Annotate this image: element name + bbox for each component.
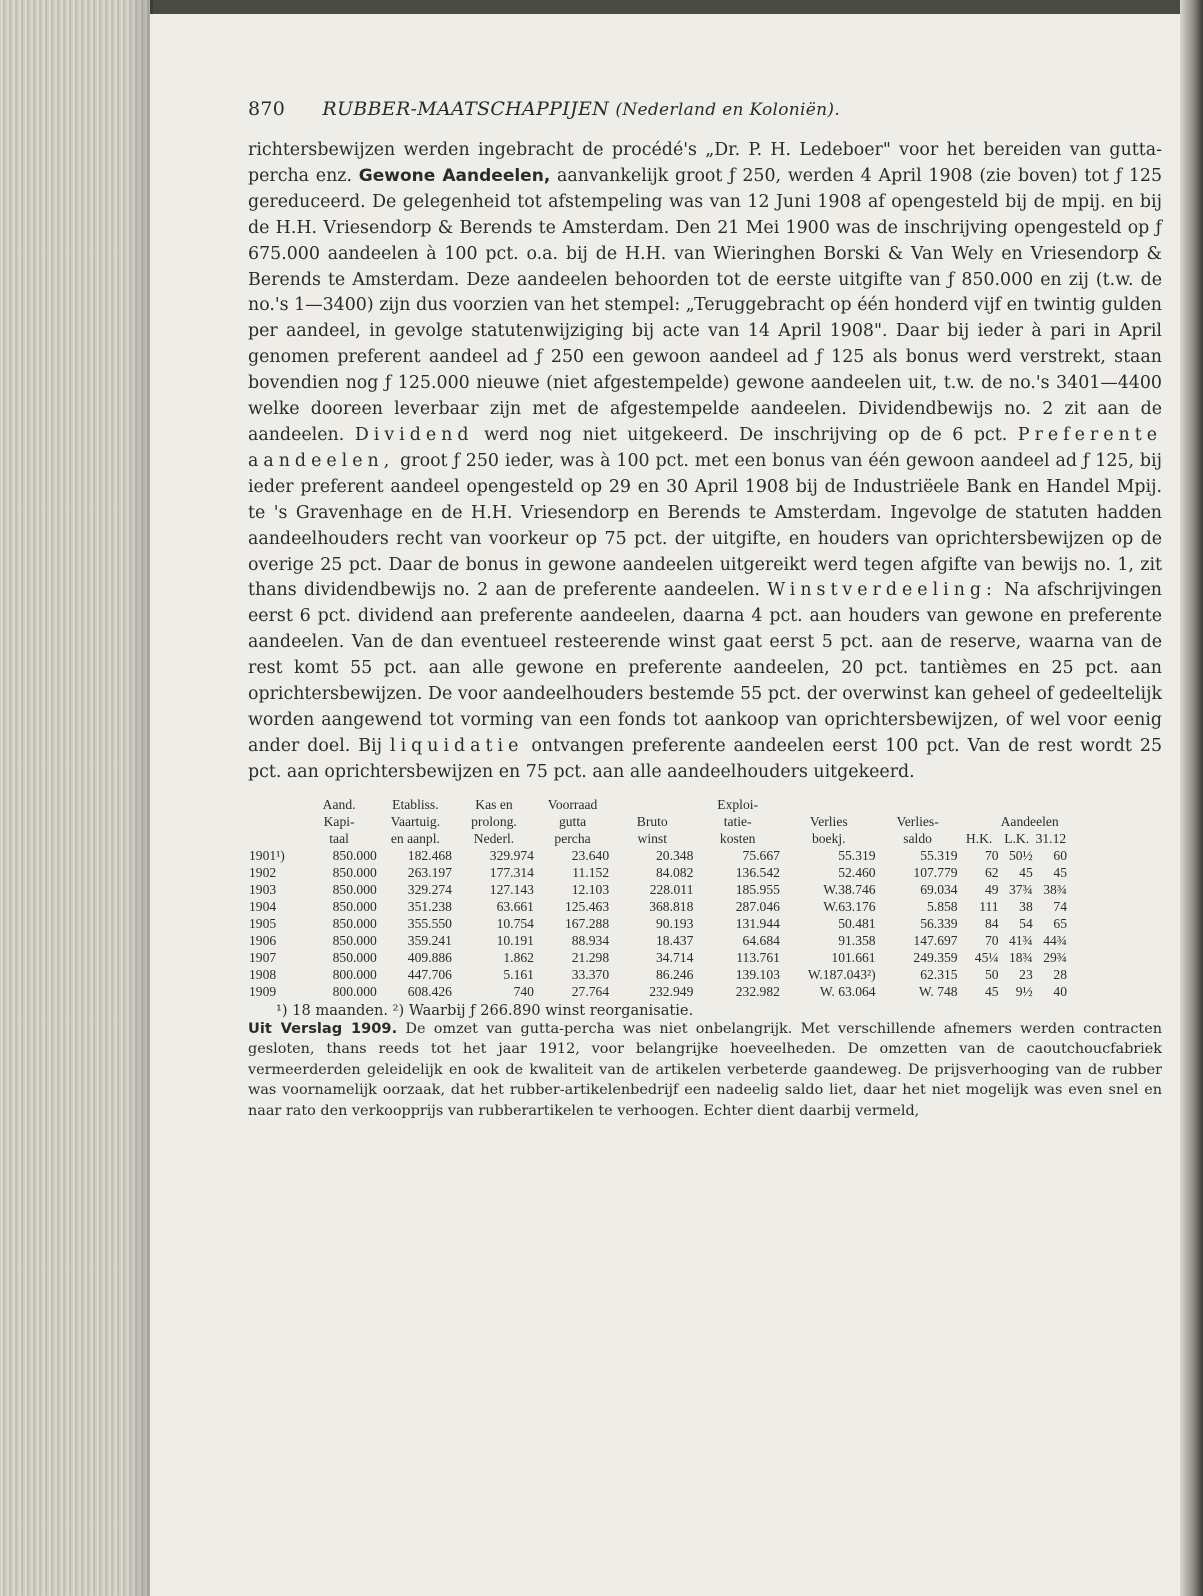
table-cell: W. 748 [918, 983, 958, 999]
table-header-row [248, 813, 1068, 830]
table-header-cell: 31.12 [1035, 830, 1067, 846]
table-cell: 54 [1019, 915, 1033, 931]
section-lead-gewone-aandeelen: Gewone Aandeelen, [358, 165, 551, 186]
table-header-row [248, 830, 1068, 847]
text-run: aanvankelijk groot ƒ 250, werden 4 April 1908 (zie boven) tot ƒ 125 gereduceerd. De gelegenheid tot afstempeling was van 12 Juni 1908 af opengesteld bij de mpij. en bij de H.H. Vriesendorp & Berends te Amsterdam. Den 21 Mei 1900 was de inschrijving opengesteld op ƒ 675.000 aandeelen à 100 pct. o.a. bij de H.H. van Wieringhen Borski & Van Wely en Vriesendorp & Berends te Amsterdam. Deze aandeelen behoorden tot de eerste uitgifte van ƒ 850.000 en zij (t.w. de no.'s 1—3400) zijn dus voorzien van het stempel: „Teruggebracht op één honderd vijf en twintig gulden per aandeel, in gevolge statutenwijziging bij acte van 14 April 1908". Daar bij ieder à pari in April genomen preferent aandeel ad ƒ 250 een gewoon aandeel ad ƒ 125 als bonus werd verstrekt, staan bovendien nog ƒ 125.000 nieuwe (niet afgestempelde) gewone aandeelen uit, t.w. de no.'s 3401—4400 welke dooreen leverbaar zijn met de afgestempelde aandeelen. Dividendbewijs no. 2 zit aan de aandeelen. [248, 165, 1163, 445]
table-header-cell: Vaartuig. [390, 813, 441, 829]
table-cell: 75.667 [742, 847, 780, 863]
table-cell: 800.000 [332, 966, 377, 982]
table-cell: 101.661 [831, 949, 876, 965]
table-year-cell: 1902 [249, 864, 277, 880]
table-cell: 136.542 [735, 864, 780, 880]
text-run: richtersbewijzen werden ingebracht de procédé's „Dr. P. H. Ledeboer" voor het bereiden van gutta-percha enz. [248, 140, 1162, 186]
table-cell: 167.288 [564, 915, 610, 931]
report-text: De omzet van gutta-percha was niet onbelangrijk. Met verschillende afnemers werden contracten gesloten, thans reeds tot het jaar 1912, voor belangrijke hoeveelheden. De omzetten van de caoutchoucfabriek vermeerderden geleidelijk en ook de kwaliteit van de artikelen verbeterde gaandeweg. De prijsverhooging van de rubber was voornamelijk oorzaak, dat het rubber-artikelenbedrijf een nadeelig saldo liet, daar het niet mogelijk was even snel en naar rato den verkoopprijs van rubberartikelen te verhoogen. Echter dient daarbij vermeld, [248, 1020, 1162, 1119]
table-cell: 37¾ [1008, 881, 1033, 897]
table-cell: 34.714 [656, 949, 694, 965]
table-cell: 232.982 [735, 983, 780, 999]
table-cell: 850.000 [332, 932, 377, 948]
table-header-cell [248, 813, 300, 830]
table-cell: 11.152 [572, 864, 610, 880]
table-cell: 10.754 [496, 915, 534, 931]
table-header-cell [959, 796, 1000, 813]
table-header-cell: Verlies- [896, 813, 939, 829]
table-cell: 5.161 [503, 966, 534, 982]
table-cell: 9½ [1015, 983, 1033, 999]
table-cell: 127.143 [489, 881, 534, 897]
page-number: 870 [248, 98, 286, 120]
table-cell: 125.463 [564, 898, 610, 914]
table-year-cell: 1904 [249, 898, 277, 914]
table-footnote: ¹) 18 maanden. ²) Waarbij ƒ 266.890 winst reorganisatie. [276, 1001, 694, 1019]
text-run: werd nog niet uitgekeerd. De inschrijving op de 6 pct. [484, 424, 1008, 445]
table-cell: 850.000 [332, 847, 377, 863]
table-year-cell: 1905 [249, 915, 277, 931]
table-header-cell: en aanpl. [390, 830, 440, 846]
table-cell: 359.241 [407, 932, 452, 948]
table-header-cell [610, 796, 694, 813]
table-header-cell [1000, 796, 1034, 813]
table-header-cell: H.K. [965, 830, 993, 846]
table-cell: 88.934 [571, 932, 610, 948]
table-cell: 65 [1053, 915, 1067, 931]
table-header-cell [877, 796, 959, 813]
table-header-cell [959, 813, 1000, 830]
text-run: Na afschrijvingen eerst 6 pct. dividend aan preferente aandeelen, daarna 4 pct. aan houders van gewone en preferente aandeelen. Van de dan eventueel resteerende winst gaat eerst 5 pct. aan de reserve, waarna van de rest komt 55 pct. aan alle gewone en preferente aandeelen, 20 pct. tantièmes en 25 pct. aan oprichtersbewijzen. De voor aandeelhouders bestemde 55 pct. der overwinst kan geheel of gedeeltelijk worden aangewend tot vorming van een fonds tot aankoop van oprichtersbewijzen, of wel voor eenig ander doel. Bij [248, 580, 1162, 756]
table-cell: 55.319 [920, 847, 958, 863]
table-cell: 740 [513, 983, 534, 999]
right-page-edge [1180, 0, 1203, 1596]
table-cell: 52.460 [838, 864, 876, 880]
table-cell: 447.706 [407, 966, 452, 982]
table-cell: 228.011 [649, 881, 694, 897]
table-year-cell: 1908 [249, 966, 277, 982]
table-cell: 62 [985, 864, 999, 880]
running-header [248, 98, 1162, 138]
table-cell: 409.886 [407, 949, 452, 965]
table-header-cell [248, 830, 300, 847]
table-cell: 74 [1053, 898, 1067, 914]
table-row [248, 932, 1068, 949]
table-cell: 111 [979, 898, 999, 914]
table-cell: 147.697 [913, 932, 958, 948]
spaced-term-liquidatie: liquidatie [390, 735, 524, 756]
table-cell: 139.103 [735, 966, 780, 982]
table-row [248, 983, 1068, 1000]
table-cell: 70 [985, 932, 999, 948]
table-cell: 12.103 [571, 881, 610, 897]
table-cell: 21.298 [571, 949, 610, 965]
table-cell: 850.000 [332, 898, 377, 914]
table-cell: 800.000 [332, 983, 377, 999]
table-cell: 368.818 [649, 898, 694, 914]
table-row [248, 881, 1068, 898]
table-header-cell: tatie- [723, 813, 752, 829]
table-cell: 18¾ [1008, 949, 1033, 965]
table-cell: 177.314 [489, 864, 534, 880]
table-header-cell [1034, 796, 1068, 813]
table-cell: 287.046 [735, 898, 780, 914]
table-cell: 850.000 [332, 949, 377, 965]
table-cell: 850.000 [332, 881, 377, 897]
text-run: ontvangen preferente aandeelen eerst 100 pct. Van de rest wordt 25 pct. aan oprichtersbewijzen en 75 pct. aan alle aandeelhouders uitgekeerd. [248, 735, 1163, 782]
table-header-cell: Kas en [475, 796, 513, 812]
table-header-cell: kosten [719, 830, 756, 846]
table-cell: 64.684 [742, 932, 780, 948]
table-cell: 850.000 [332, 915, 377, 931]
table-cell: 40 [1053, 983, 1067, 999]
table-cell: 608.426 [407, 983, 452, 999]
table-header-cell [248, 796, 300, 813]
text-run: groot ƒ 250 ieder, was à 100 pct. met een bonus van één gewoon aandeel ad ƒ 125, bij ieder preferent aandeel opengesteld op 29 en 30 April 1908 bij de Industriëele Bank en Handel Mpij. te 's Gravenhage en de H.H. Vriesendorp en Berends te Amsterdam. Ingevolge de statuten hadden aandeelhouders recht van voorkeur op 75 pct. der uitgifte, en houders van oprichtersbewijzen op de overige 25 pct. Daar de bonus in gewone aandeelen uitgereikt werd tegen afgifte van bewijs no. 1, zit thans dividendbewijs no. 2 aan de preferente aandeelen. [248, 450, 1162, 601]
table-cell: W.187.043²) [807, 966, 876, 982]
table-cell: 185.955 [735, 881, 780, 897]
table-header-cell: gutta [558, 813, 587, 829]
table-cell: 38 [1019, 898, 1033, 914]
table-cell: 18.437 [656, 932, 694, 948]
table-cell: 850.000 [332, 864, 377, 880]
table-cell: 29¾ [1043, 949, 1067, 965]
table-header-cell: percha [554, 830, 591, 846]
paragraph-shares [248, 138, 1162, 786]
running-subtitle: (Nederland en Koloniën). [615, 100, 841, 120]
table-cell: 20.348 [656, 847, 694, 863]
table-header-cell: Voorraad [547, 796, 598, 812]
table-cell: 27.764 [571, 983, 610, 999]
table-header-cell: Kapi- [323, 813, 355, 829]
table-year-cell: 1901¹) [249, 847, 285, 863]
table-cell: 182.468 [407, 847, 452, 863]
table-year-cell: 1906 [249, 932, 277, 948]
table-cell: 329.274 [407, 881, 452, 897]
table-cell: 107.779 [913, 864, 958, 880]
table-cell: 131.944 [735, 915, 780, 931]
table-cell: 45 [985, 983, 999, 999]
table-header-cell: Exploi- [717, 796, 759, 812]
table-cell: 91.358 [838, 932, 876, 948]
table-cell: 33.370 [571, 966, 610, 982]
table-header-row [248, 796, 1068, 813]
table-cell: 60 [1053, 847, 1067, 863]
table-cell: 62.315 [920, 966, 958, 982]
table-cell: 38¾ [1043, 881, 1067, 897]
table-cell: 232.949 [649, 983, 694, 999]
table-cell: W.63.176 [823, 898, 876, 914]
table-cell: 23.640 [571, 847, 610, 863]
spaced-term-dividend: Dividend [354, 424, 474, 445]
table-cell: 69.034 [920, 881, 958, 897]
spaced-term-winstverdeeling: Winstverdeeling: [767, 580, 997, 601]
main-text [248, 138, 1162, 1121]
table-header-cell: Bruto [636, 813, 668, 829]
table-header-cell: Verlies [809, 813, 848, 829]
report-paragraph [248, 1019, 1162, 1122]
table-cell: 263.197 [407, 864, 452, 880]
table-cell: 351.238 [407, 898, 452, 914]
table-cell: 1.862 [503, 949, 534, 965]
running-title: RUBBER-MAATSCHAPPIJEN [322, 98, 610, 120]
page-content [248, 98, 1162, 1121]
table-cell: 55.319 [838, 847, 876, 863]
table-cell: 86.246 [656, 966, 694, 982]
table-cell: 355.550 [407, 915, 452, 931]
table-cell: 44¾ [1043, 932, 1067, 948]
spaced-term-preferente: Preferente aandeelen, [248, 424, 1162, 471]
table-row [248, 898, 1068, 915]
table-header-cell: prolong. [471, 813, 517, 829]
table-cell: 49 [985, 881, 999, 897]
table-cell: W. 63.064 [819, 983, 876, 999]
table-header-cell: winst [637, 830, 667, 846]
financial-table [248, 796, 1068, 1000]
report-lead: Uit Verslag 1909. [248, 1019, 398, 1037]
book-page [150, 14, 1180, 1596]
table-cell: 45 [1019, 864, 1033, 880]
table-cell: 10.191 [496, 932, 534, 948]
table-row [248, 847, 1068, 864]
table-header-cell: boekj. [811, 830, 846, 846]
table-header-cell: Etabliss. [392, 796, 439, 812]
table-cell: 329.974 [489, 847, 534, 863]
table-cell: 63.661 [496, 898, 534, 914]
table-cell: 70 [985, 847, 999, 863]
table-row [248, 966, 1068, 983]
table-cell: 23 [1019, 966, 1033, 982]
table-header-cell: Nederl. [473, 830, 515, 846]
table-cell: 50 [985, 966, 999, 982]
table-header-cell: Aand. [322, 796, 356, 812]
table-header-cell: L.K. [1004, 830, 1030, 846]
table-cell: 45 [1053, 864, 1067, 880]
table-row [248, 949, 1068, 966]
table-cell: 28 [1053, 966, 1067, 982]
table-row [248, 915, 1068, 932]
table-cell: 113.761 [736, 949, 780, 965]
table-header-cell [781, 796, 877, 813]
table-year-cell: 1907 [249, 949, 277, 965]
table-cell: 84 [985, 915, 999, 931]
table-cell: 56.339 [920, 915, 958, 931]
table-cell: 41¾ [1008, 932, 1033, 948]
table-cell: 90.193 [656, 915, 694, 931]
table-year-cell: 1903 [249, 881, 277, 897]
table-header [248, 796, 1068, 847]
table-header-cell: Aandeelen [1000, 813, 1059, 829]
table-row [248, 864, 1068, 881]
table-cell: 5.858 [927, 898, 958, 914]
table-cell: 45¼ [974, 949, 999, 965]
table-header-cell: saldo [903, 830, 932, 846]
table-header-cell: taal [329, 830, 349, 846]
table-cell: W.38.746 [823, 881, 876, 897]
table-year-cell: 1909 [249, 983, 277, 999]
table-cell: 50.481 [838, 915, 876, 931]
spine-shadow [125, 0, 153, 1596]
table-body [248, 847, 1068, 1000]
table-cell: 50½ [1008, 847, 1033, 863]
table-cell: 249.359 [913, 949, 958, 965]
table-cell: 84.082 [656, 864, 694, 880]
